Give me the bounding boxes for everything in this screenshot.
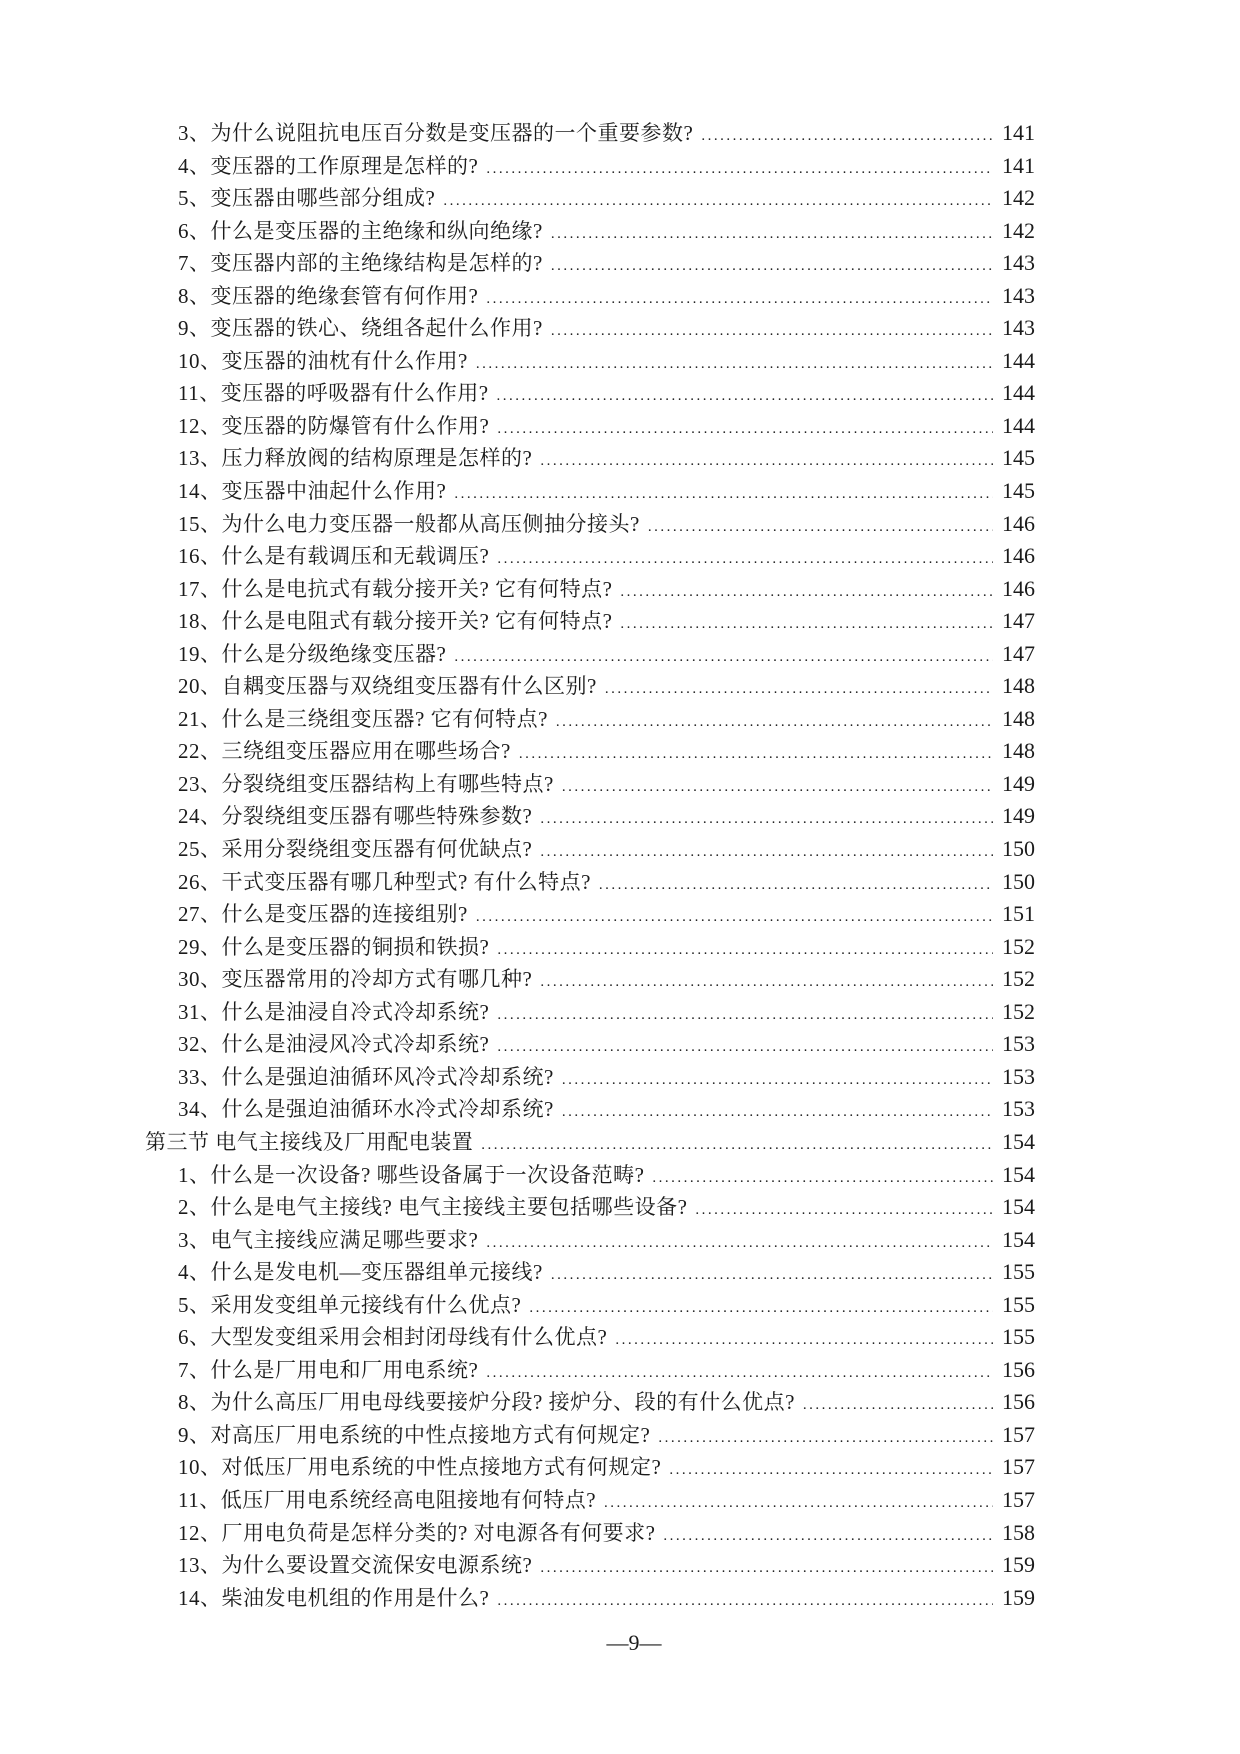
- toc-entry: [145, 1289, 1035, 1322]
- toc-entry-page-number: 144: [1002, 412, 1035, 438]
- toc-entry: [145, 312, 1035, 345]
- toc-entry-label: 22、三绕组变压器应用在哪些场合?: [178, 739, 511, 764]
- toc-entry: [145, 442, 1035, 475]
- toc-entry-page-number: 156: [1002, 1356, 1035, 1382]
- dot-leader: [476, 348, 993, 381]
- toc-entry: [145, 735, 1035, 768]
- toc-entry: [145, 703, 1035, 736]
- toc-entry-label: 18、什么是电阻式有载分接开关? 它有何特点?: [178, 609, 613, 634]
- toc-entry-page-number: 153: [1002, 1096, 1035, 1122]
- toc-entry: [145, 247, 1035, 280]
- dot-leader: [454, 641, 993, 674]
- dot-leader: [551, 315, 993, 348]
- toc-entry: [145, 768, 1035, 801]
- toc-entry-page-number: 141: [1002, 120, 1035, 145]
- toc-entry-label: 23、分裂绕组变压器结构上有哪些特点?: [178, 771, 554, 796]
- toc-entry: [145, 1386, 1035, 1419]
- toc-entry-page-number: 159: [1002, 1552, 1035, 1578]
- toc-entry-page-number: 155: [1002, 1291, 1035, 1317]
- dot-leader: [620, 608, 993, 641]
- toc-entry-label: 27、什么是变压器的连接组别?: [178, 902, 468, 927]
- toc-entry-page-number: 159: [1002, 1584, 1035, 1610]
- dot-leader: [497, 1031, 993, 1064]
- toc-entry-label: 13、压力释放阀的结构原理是怎样的?: [178, 446, 533, 471]
- toc-entry-label: 29、什么是变压器的铜损和铁损?: [178, 934, 490, 959]
- toc-entry-label: 3、为什么说阻抗电压百分数是变压器的一个重要参数?: [178, 121, 694, 145]
- toc-entry: [145, 280, 1035, 313]
- toc-entry-page-number: 153: [1002, 1063, 1035, 1089]
- dot-leader: [443, 185, 993, 218]
- toc-entry-page-number: 148: [1002, 705, 1035, 731]
- toc-entry: [145, 377, 1035, 410]
- dot-leader: [615, 1324, 993, 1357]
- toc-entry-label: 12、变压器的防爆管有什么作用?: [178, 413, 490, 438]
- toc-entry-page-number: 150: [1002, 836, 1035, 862]
- toc-entry: [145, 1256, 1035, 1289]
- toc-entry: [145, 117, 1035, 150]
- toc-entry-label: 6、什么是变压器的主绝缘和纵向绝缘?: [178, 218, 543, 243]
- toc-entry-label: 8、为什么高压厂用电母线要接炉分段? 接炉分、段的有什么优点?: [178, 1390, 795, 1415]
- toc-entry: [145, 638, 1035, 671]
- toc-entry-label: 34、什么是强迫油循环水冷式冷却系统?: [178, 1097, 554, 1122]
- toc-entry-page-number: 148: [1002, 738, 1035, 764]
- toc-entry: [145, 475, 1035, 508]
- toc-entry-page-number: 149: [1002, 803, 1035, 829]
- dot-leader: [551, 1259, 993, 1292]
- dot-leader: [497, 380, 993, 413]
- toc-entry: [145, 1061, 1035, 1094]
- toc-entry: [145, 1159, 1035, 1192]
- toc-entry: [145, 1191, 1035, 1224]
- dot-leader: [476, 901, 993, 934]
- dot-leader: [701, 120, 993, 153]
- toc-entry-label: 33、什么是强迫油循环风冷式冷却系统?: [178, 1064, 554, 1089]
- toc-entry-label: 19、什么是分级绝缘变压器?: [178, 641, 447, 666]
- toc-entry: [145, 215, 1035, 248]
- toc-entry-page-number: 154: [1002, 1128, 1035, 1154]
- toc-entry: [145, 508, 1035, 541]
- toc-entry-page-number: 158: [1002, 1519, 1035, 1545]
- toc-entry-label: 24、分裂绕组变压器有哪些特殊参数?: [178, 804, 533, 829]
- toc-entry-label: 21、什么是三绕组变压器? 它有何特点?: [178, 706, 548, 731]
- toc-entry: [145, 182, 1035, 215]
- dot-leader: [486, 153, 993, 186]
- dot-leader: [648, 511, 993, 544]
- toc-entry-label: 14、变压器中油起什么作用?: [178, 479, 447, 504]
- toc-entry-label: 5、变压器由哪些部分组成?: [178, 186, 436, 211]
- toc-entry-page-number: 144: [1002, 380, 1035, 406]
- toc-entry-label: 17、什么是电抗式有载分接开关? 它有何特点?: [178, 576, 613, 601]
- toc-entry-page-number: 145: [1002, 478, 1035, 504]
- toc-entry: [145, 1028, 1035, 1061]
- toc-entry: [145, 800, 1035, 833]
- toc-entry-page-number: 146: [1002, 575, 1035, 601]
- toc-entry-page-number: 143: [1002, 250, 1035, 276]
- dot-leader: [562, 771, 993, 804]
- dot-leader: [562, 1064, 993, 1097]
- toc-entry: [145, 345, 1035, 378]
- toc-entry-page-number: 147: [1002, 608, 1035, 634]
- toc-entry: [145, 1484, 1035, 1517]
- dot-leader: [652, 1162, 993, 1195]
- toc-entry-page-number: 147: [1002, 640, 1035, 666]
- toc-entry-label: 12、厂用电负荷是怎样分类的? 对电源各有何要求?: [178, 1520, 656, 1545]
- dot-leader: [486, 1227, 993, 1260]
- dot-leader: [551, 218, 993, 251]
- toc-entry: [145, 931, 1035, 964]
- toc-entry: [145, 573, 1035, 606]
- toc-entry-label: 5、采用发变组单元接线有什么优点?: [178, 1292, 522, 1317]
- dot-leader: [519, 738, 993, 771]
- toc-entry-label: 32、什么是油浸风冷式冷却系统?: [178, 1032, 490, 1057]
- toc-entry: [145, 898, 1035, 931]
- toc-entry-page-number: 151: [1002, 901, 1035, 927]
- dot-leader: [599, 869, 993, 902]
- toc-entry-label: 11、变压器的呼吸器有什么作用?: [178, 381, 489, 406]
- toc-entry-label: 31、什么是油浸自冷式冷却系统?: [178, 999, 490, 1024]
- dot-leader: [540, 966, 993, 999]
- dot-leader: [454, 478, 993, 511]
- dot-leader: [620, 576, 993, 609]
- toc-section-entry: [145, 1126, 1035, 1159]
- toc-entry-label: 6、大型发变组采用会相封闭母线有什么优点?: [178, 1325, 608, 1350]
- toc-entry-page-number: 142: [1002, 185, 1035, 211]
- toc-entry-page-number: 157: [1002, 1454, 1035, 1480]
- toc-entry-label: 16、什么是有载调压和无载调压?: [178, 544, 490, 569]
- toc-entry-page-number: 141: [1002, 152, 1035, 178]
- toc-entry-page-number: 154: [1002, 1161, 1035, 1187]
- toc-entry-page-number: 149: [1002, 770, 1035, 796]
- dot-leader: [497, 413, 993, 446]
- toc-entry: [145, 605, 1035, 638]
- dot-leader: [663, 1520, 993, 1553]
- toc-entry: [145, 833, 1035, 866]
- dot-leader: [486, 1357, 993, 1390]
- toc-entry: [145, 1093, 1035, 1126]
- toc-entry: [145, 1582, 1035, 1615]
- toc-entry: [145, 963, 1035, 996]
- toc-entry: [145, 1224, 1035, 1257]
- dot-leader: [551, 250, 993, 283]
- toc-entry: [145, 996, 1035, 1029]
- toc-entry-label: 2、什么是电气主接线? 电气主接线主要包括哪些设备?: [178, 1195, 688, 1220]
- toc-entry-label: 10、变压器的油枕有什么作用?: [178, 348, 468, 373]
- toc-entry-page-number: 156: [1002, 1389, 1035, 1415]
- toc-entry-label: 3、电气主接线应满足哪些要求?: [178, 1227, 479, 1252]
- footer-page-number: —9—: [606, 1630, 662, 1656]
- toc-entry-page-number: 148: [1002, 673, 1035, 699]
- toc-entry-page-number: 144: [1002, 347, 1035, 373]
- toc-entry-label: 14、柴油发电机组的作用是什么?: [178, 1585, 490, 1610]
- dot-leader: [481, 1129, 993, 1162]
- toc-entry-page-number: 145: [1002, 445, 1035, 471]
- dot-leader: [540, 803, 993, 836]
- toc-entry-page-number: 146: [1002, 543, 1035, 569]
- toc-entry-page-number: 153: [1002, 1031, 1035, 1057]
- toc-entry: [145, 866, 1035, 899]
- dot-leader: [497, 1585, 993, 1618]
- toc-entry-label: 30、变压器常用的冷却方式有哪几种?: [178, 967, 533, 992]
- dot-leader: [540, 1552, 993, 1585]
- toc-entry-page-number: 155: [1002, 1324, 1035, 1350]
- toc-entry-label: 9、变压器的铁心、绕组各起什么作用?: [178, 316, 543, 341]
- toc-entry-label: 25、采用分裂绕组变压器有何优缺点?: [178, 837, 533, 862]
- toc-entry-label: 4、什么是发电机—变压器组单元接线?: [178, 1260, 543, 1285]
- dot-leader: [540, 445, 993, 478]
- toc-entry-label: 26、干式变压器有哪几种型式? 有什么特点?: [178, 869, 591, 894]
- toc-entry-label: 13、为什么要设置交流保安电源系统?: [178, 1553, 533, 1578]
- toc-entry-page-number: 157: [1002, 1486, 1035, 1512]
- dot-leader: [497, 934, 993, 967]
- dot-leader: [669, 1454, 993, 1487]
- dot-leader: [562, 1096, 993, 1129]
- toc-entry-label: 第三节 电气主接线及厂用配电装置: [145, 1129, 474, 1154]
- toc-entry: [145, 410, 1035, 443]
- dot-leader: [529, 1292, 993, 1325]
- dot-leader: [695, 1194, 993, 1227]
- toc-entry-page-number: 146: [1002, 510, 1035, 536]
- toc-entry-page-number: 155: [1002, 1259, 1035, 1285]
- toc-entry-page-number: 154: [1002, 1226, 1035, 1252]
- toc-entry-label: 4、变压器的工作原理是怎样的?: [178, 153, 479, 178]
- dot-leader: [540, 836, 993, 869]
- dot-leader: [605, 673, 993, 706]
- toc-entry-page-number: 143: [1002, 315, 1035, 341]
- toc-entry: [145, 1354, 1035, 1387]
- dot-leader: [604, 1487, 993, 1520]
- toc-entry-page-number: 150: [1002, 868, 1035, 894]
- toc-entry-label: 1、什么是一次设备? 哪些设备属于一次设备范畴?: [178, 1162, 645, 1187]
- dot-leader: [658, 1422, 993, 1455]
- toc-entry-label: 11、低压厂用电系统经高电阻接地有何特点?: [178, 1487, 597, 1512]
- toc-entry-page-number: 152: [1002, 998, 1035, 1024]
- toc-entry-label: 10、对低压厂用电系统的中性点接地方式有何规定?: [178, 1455, 662, 1480]
- toc-entry: [145, 150, 1035, 183]
- toc-entry-page-number: 142: [1002, 217, 1035, 243]
- toc-entry: [145, 670, 1035, 703]
- toc-entry: [145, 1451, 1035, 1484]
- dot-leader: [556, 706, 993, 739]
- toc-entry-page-number: 143: [1002, 282, 1035, 308]
- toc-entry-page-number: 152: [1002, 966, 1035, 992]
- toc-entry-label: 7、什么是厂用电和厂用电系统?: [178, 1357, 479, 1382]
- toc-entry-page-number: 154: [1002, 1194, 1035, 1220]
- dot-leader: [486, 283, 993, 316]
- toc-entry-label: 7、变压器内部的主绝缘结构是怎样的?: [178, 251, 543, 276]
- dot-leader: [803, 1389, 993, 1422]
- dot-leader: [497, 543, 993, 576]
- dot-leader: [497, 999, 993, 1032]
- toc-entry: [145, 1321, 1035, 1354]
- toc-entry-label: 15、为什么电力变压器一般都从高压侧抽分接头?: [178, 511, 640, 536]
- toc-entry: [145, 1517, 1035, 1550]
- toc-entry-page-number: 152: [1002, 933, 1035, 959]
- toc-entry-label: 9、对高压厂用电系统的中性点接地方式有何规定?: [178, 1422, 651, 1447]
- toc-entry: [145, 1419, 1035, 1452]
- toc-entry: [145, 1549, 1035, 1582]
- toc-entry-label: 20、自耦变压器与双绕组变压器有什么区别?: [178, 674, 597, 699]
- toc-entry-page-number: 157: [1002, 1421, 1035, 1447]
- toc-entry: [145, 540, 1035, 573]
- toc-entry-label: 8、变压器的绝缘套管有何作用?: [178, 283, 479, 308]
